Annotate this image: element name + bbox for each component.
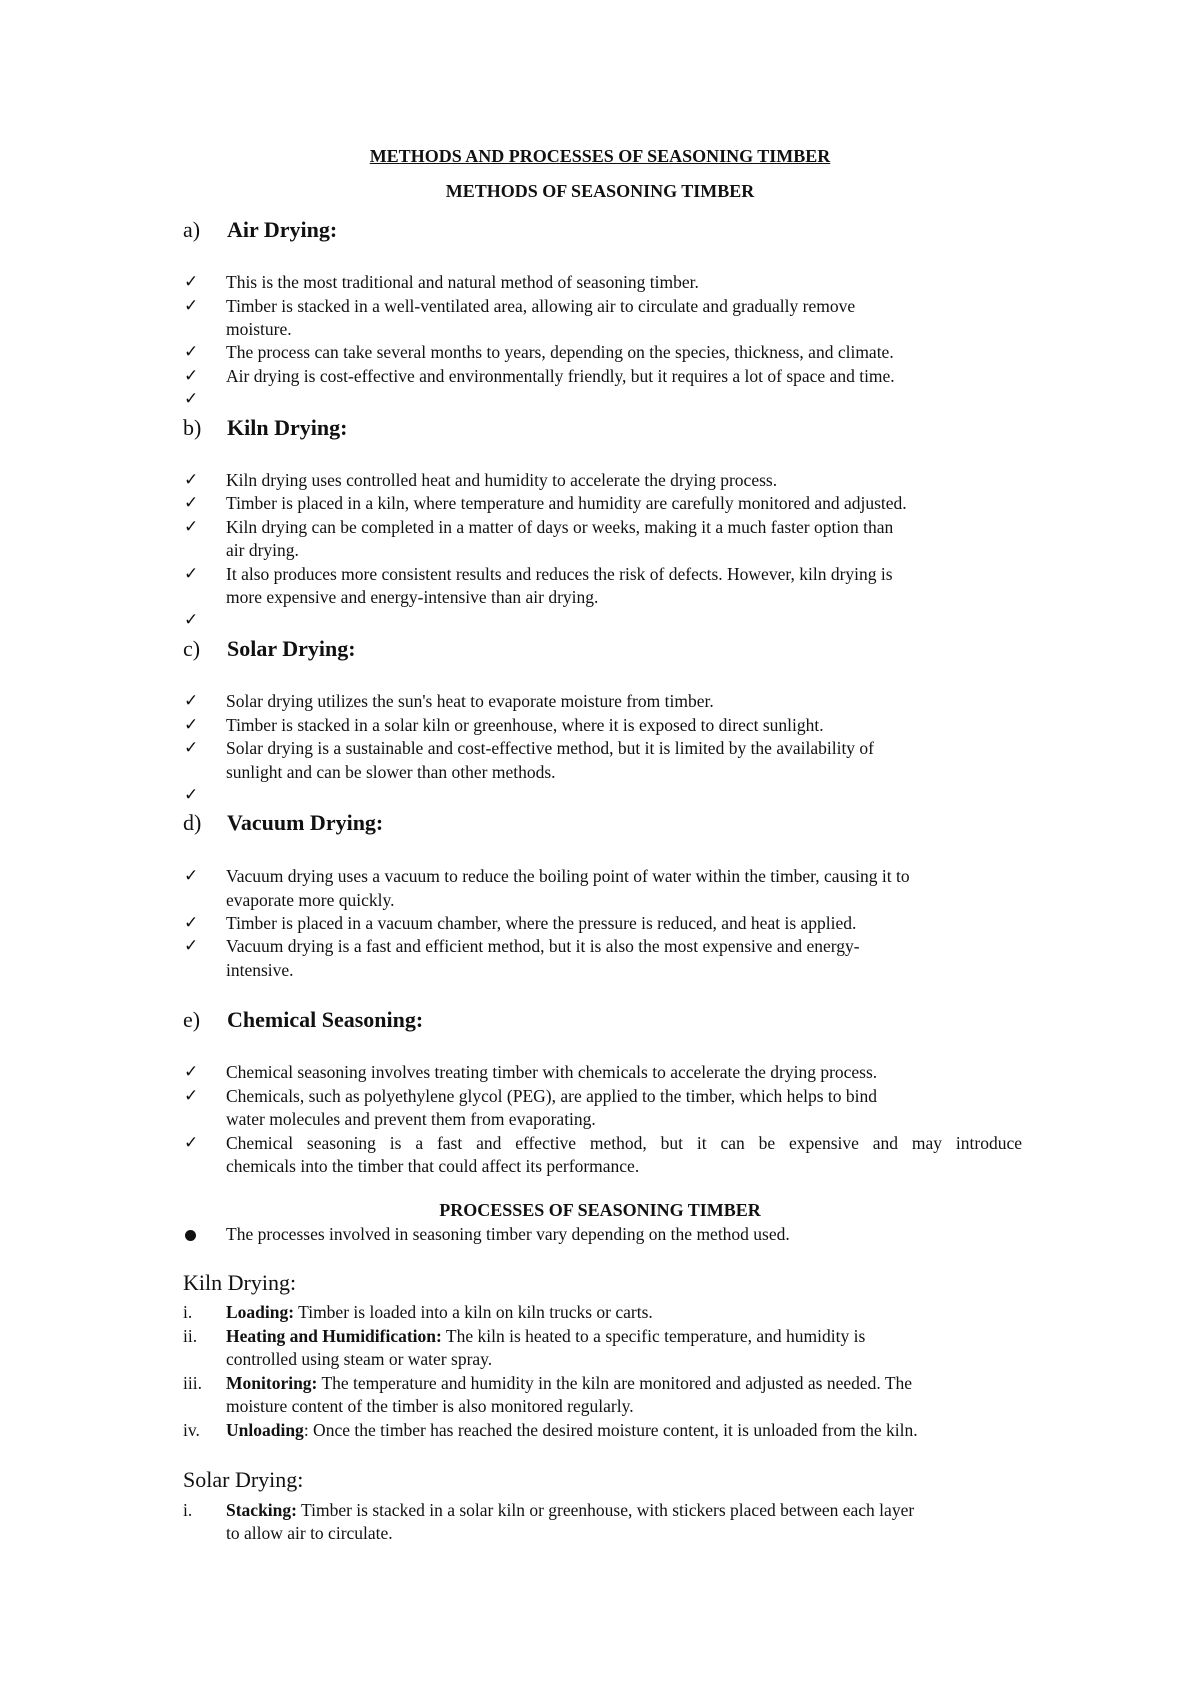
- check-icon: ✓: [184, 517, 199, 537]
- step-number: i.: [183, 1500, 193, 1520]
- process-step-continuation: moisture content of the timber is also monitored regularly.: [226, 1396, 634, 1416]
- list-item: Timber is stacked in a solar kiln or greenhouse, where it is exposed to direct sunlight.: [226, 715, 824, 735]
- list-item: Vacuum drying uses a vacuum to reduce the boiling point of water within the timber, causing it to: [226, 866, 910, 886]
- list-item: [226, 1133, 1022, 1154]
- step-label: Stacking:: [226, 1500, 297, 1520]
- check-icon: ✓: [184, 936, 199, 956]
- section-title: Solar Drying:: [227, 636, 356, 661]
- check-icon: ✓: [184, 785, 199, 805]
- list-item-continuation: more expensive and energy-intensive than air drying.: [226, 587, 599, 607]
- section-letter: e): [183, 1007, 201, 1032]
- check-icon: ✓: [184, 610, 199, 630]
- step-label: Monitoring:: [226, 1373, 318, 1393]
- step-label: Loading:: [226, 1302, 295, 1322]
- section-letter: b): [183, 415, 202, 440]
- section-title: Air Drying:: [227, 217, 338, 242]
- processes-title: PROCESSES OF SEASONING TIMBER: [439, 1200, 761, 1220]
- justified-text: Chemical seasoning is a fast and effective method, but it can be expensive and may introduce: [226, 1133, 1022, 1153]
- document-subtitle: METHODS OF SEASONING TIMBER: [445, 181, 755, 201]
- section-title: Vacuum Drying:: [227, 810, 384, 835]
- list-item-continuation: intensive.: [226, 960, 294, 980]
- check-icon: ✓: [184, 272, 199, 292]
- list-item-continuation: sunlight and can be slower than other methods.: [226, 762, 556, 782]
- process-step-continuation: controlled using steam or water spray.: [226, 1349, 493, 1369]
- check-icon: ✓: [184, 1133, 199, 1153]
- list-item: Chemicals, such as polyethylene glycol (PEG), are applied to the timber, which helps to bind: [226, 1086, 878, 1106]
- process-step: [226, 1302, 653, 1323]
- list-item: Chemical seasoning involves treating timber with chemicals to accelerate the drying process.: [226, 1062, 878, 1082]
- step-text: The kiln is heated to a specific temperature, and humidity is: [441, 1326, 866, 1346]
- step-number: iii.: [183, 1373, 202, 1393]
- process-heading-solar-drying: Solar Drying:: [183, 1467, 304, 1492]
- process-step: [226, 1420, 918, 1441]
- check-icon: ✓: [184, 1062, 199, 1082]
- processes-intro: The processes involved in seasoning timber vary depending on the method used.: [226, 1224, 790, 1244]
- section-letter: a): [183, 217, 201, 242]
- check-icon: ✓: [184, 564, 199, 584]
- list-item: Timber is placed in a kiln, where temperature and humidity are carefully monitored and adjusted.: [226, 493, 907, 513]
- bullet-icon: [185, 1230, 196, 1241]
- section-heading-vacuum-drying: [183, 810, 383, 836]
- list-item: Timber is placed in a vacuum chamber, where the pressure is reduced, and heat is applied.: [226, 913, 857, 933]
- process-step: [226, 1500, 914, 1521]
- check-icon: ✓: [184, 470, 199, 490]
- check-icon: ✓: [184, 913, 199, 933]
- section-heading-solar-drying: [183, 636, 356, 662]
- section-letter: d): [183, 810, 202, 835]
- check-icon: ✓: [184, 1086, 199, 1106]
- process-step-continuation: to allow air to circulate.: [226, 1523, 393, 1543]
- step-text: The temperature and humidity in the kiln are monitored and adjusted as needed. The: [317, 1373, 913, 1393]
- process-heading-kiln-drying: Kiln Drying:: [183, 1270, 297, 1295]
- list-item: Solar drying is a sustainable and cost-effective method, but it is limited by the availability of: [226, 738, 875, 758]
- check-icon: ✓: [184, 738, 199, 758]
- check-icon: ✓: [184, 389, 199, 409]
- step-text: : Once the timber has reached the desired moisture content, it is unloaded from the kiln.: [303, 1420, 918, 1440]
- step-number: ii.: [183, 1326, 198, 1346]
- step-label: Heating and Humidification:: [226, 1326, 442, 1346]
- section-title: Kiln Drying:: [227, 415, 348, 440]
- list-item: Timber is stacked in a well-ventilated area, allowing air to circulate and gradually remove: [226, 296, 856, 316]
- list-item: This is the most traditional and natural method of seasoning timber.: [226, 272, 699, 292]
- check-icon: ✓: [184, 715, 199, 735]
- section-title: Chemical Seasoning:: [227, 1007, 424, 1032]
- list-item: Air drying is cost-effective and environmentally friendly, but it requires a lot of space and time.: [226, 366, 895, 386]
- list-item: Kiln drying can be completed in a matter of days or weeks, making it a much faster option than: [226, 517, 894, 537]
- step-text: Timber is stacked in a solar kiln or greenhouse, with stickers placed between each layer: [296, 1500, 915, 1520]
- section-heading-chemical-seasoning: [183, 1007, 423, 1033]
- check-icon: ✓: [184, 866, 199, 886]
- list-item: It also produces more consistent results and reduces the risk of defects. However, kiln drying is: [226, 564, 893, 584]
- step-number: iv.: [183, 1420, 200, 1440]
- check-icon: ✓: [184, 342, 199, 362]
- check-icon: ✓: [184, 366, 199, 386]
- list-item: Solar drying utilizes the sun's heat to evaporate moisture from timber.: [226, 691, 714, 711]
- process-step: [226, 1373, 912, 1394]
- step-text: Timber is loaded into a kiln on kiln trucks or carts.: [294, 1302, 653, 1322]
- section-letter: c): [183, 636, 201, 661]
- list-item: Kiln drying uses controlled heat and humidity to accelerate the drying process.: [226, 470, 778, 490]
- check-icon: ✓: [184, 296, 199, 316]
- list-item-continuation: moisture.: [226, 319, 292, 339]
- list-item: Vacuum drying is a fast and efficient method, but it is also the most expensive and energy-: [226, 936, 860, 956]
- process-step: [226, 1326, 865, 1347]
- section-heading-kiln-drying: [183, 415, 347, 441]
- list-item-continuation: air drying.: [226, 540, 299, 560]
- check-icon: ✓: [184, 691, 199, 711]
- check-icon: ✓: [184, 493, 199, 513]
- document-title: METHODS AND PROCESSES OF SEASONING TIMBER: [369, 146, 831, 166]
- section-heading-air-drying: [183, 217, 337, 243]
- step-label: Unloading: [226, 1420, 304, 1440]
- list-item: The process can take several months to years, depending on the species, thickness, and climate.: [226, 342, 894, 362]
- list-item-continuation: water molecules and prevent them from evaporating.: [226, 1109, 596, 1129]
- list-item-continuation: chemicals into the timber that could affect its performance.: [226, 1156, 640, 1176]
- step-number: i.: [183, 1302, 193, 1322]
- list-item-continuation: evaporate more quickly.: [226, 890, 395, 910]
